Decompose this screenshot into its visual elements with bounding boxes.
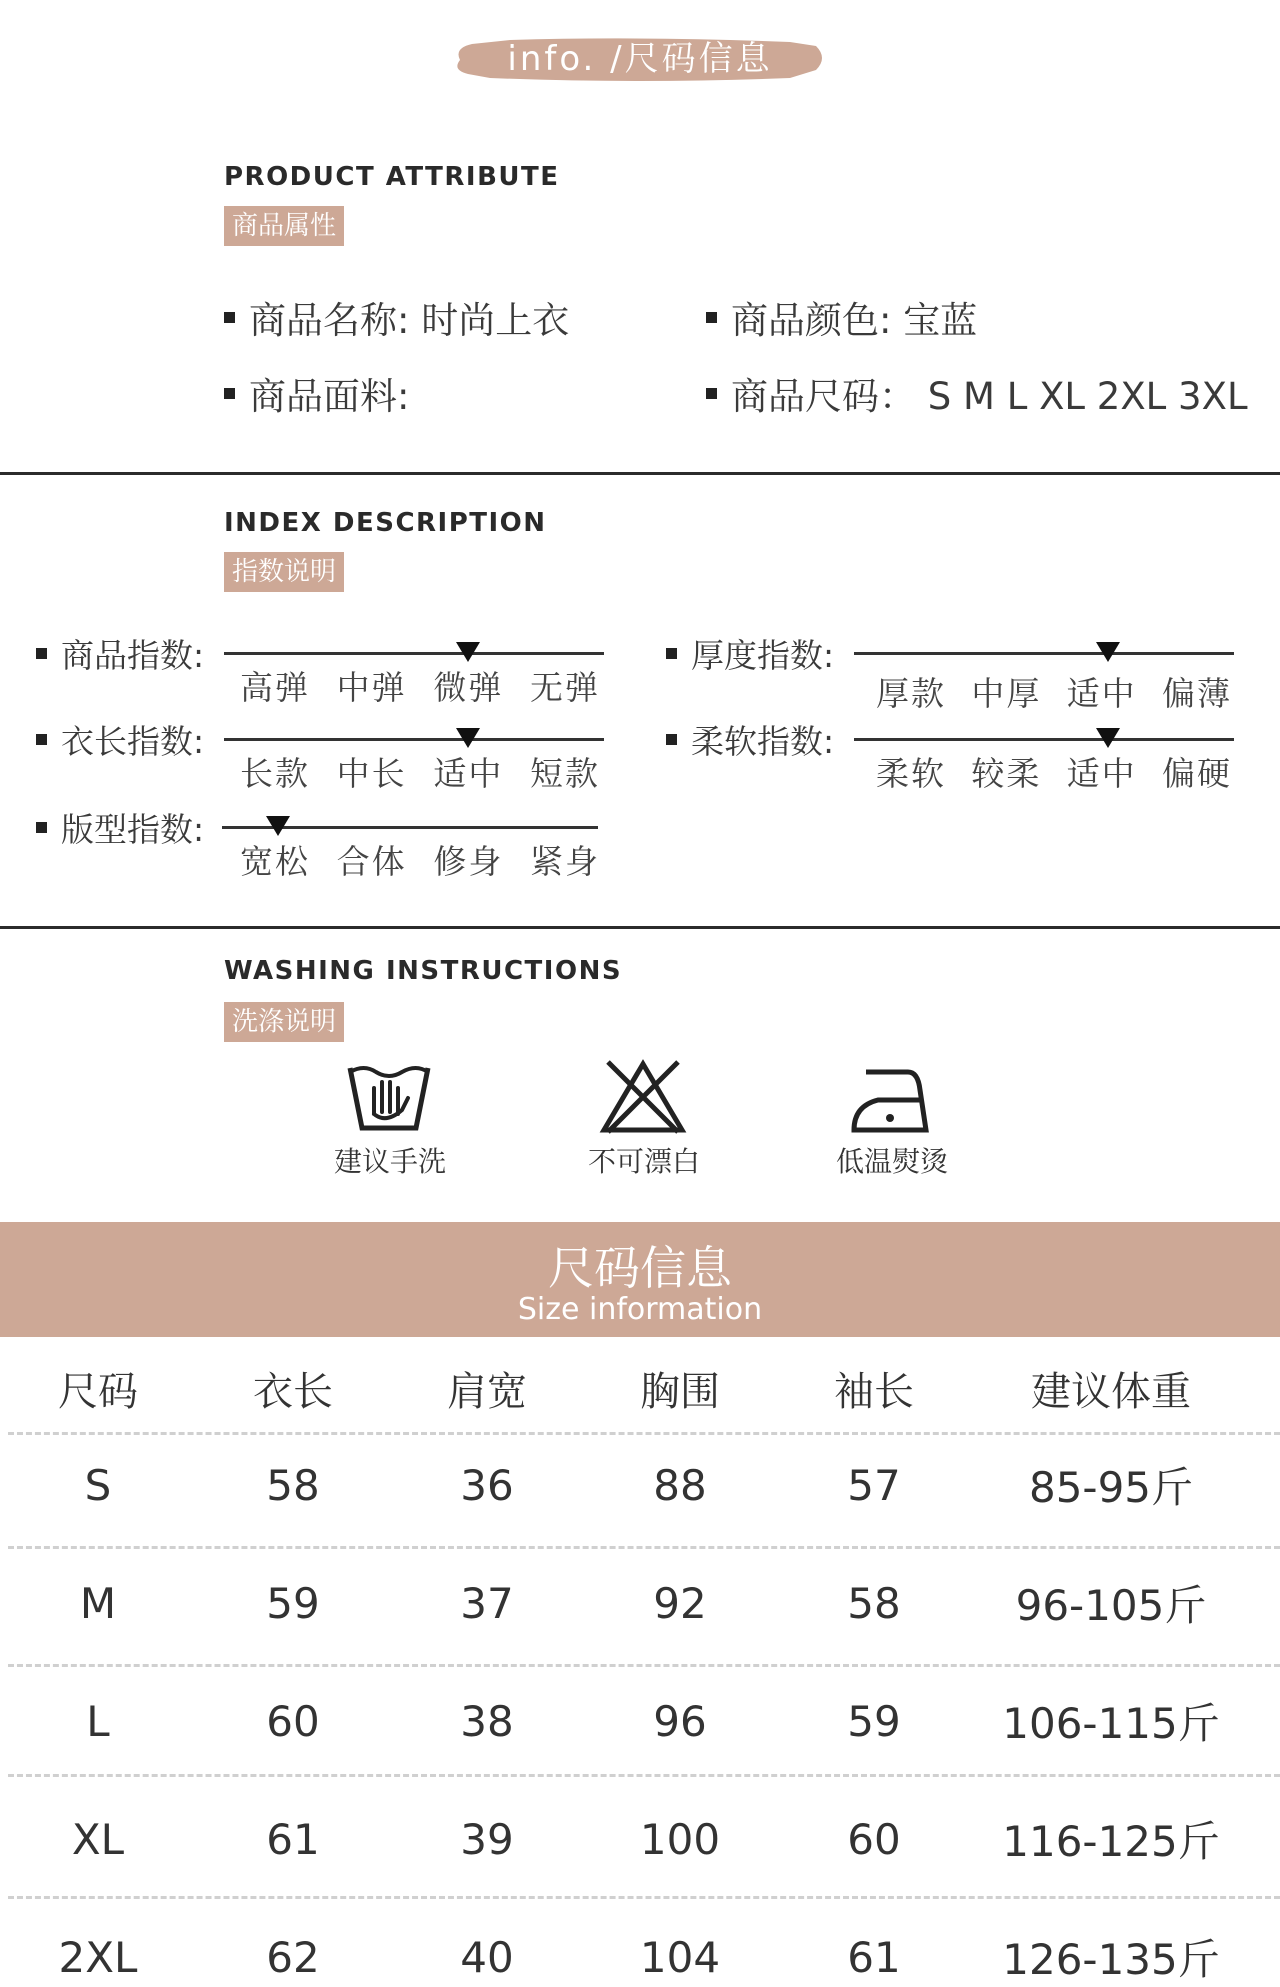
attr-text: 商品名称: 时尚上衣 bbox=[249, 299, 570, 342]
shoulder-cell: 36 bbox=[460, 1460, 514, 1510]
sleeve-cell: 58 bbox=[847, 1578, 901, 1628]
scale-label-text: 厚度指数: bbox=[691, 636, 835, 675]
scale-option: 微弹 bbox=[433, 668, 504, 707]
scale-label-thickness bbox=[666, 630, 834, 677]
shoulder-cell: 37 bbox=[460, 1578, 514, 1628]
bullet-icon bbox=[224, 312, 235, 323]
shoulder-cell: 39 bbox=[460, 1814, 514, 1864]
bullet-icon bbox=[224, 388, 235, 399]
section-divider bbox=[0, 926, 1280, 929]
size-cell: XL bbox=[71, 1814, 125, 1864]
attr-text: 商品颜色: 宝蓝 bbox=[731, 299, 978, 342]
bullet-icon bbox=[36, 648, 47, 659]
weight-cell: 106-115斤 bbox=[1002, 1699, 1220, 1748]
scale-option: 中长 bbox=[336, 754, 407, 793]
no-bleach-icon bbox=[598, 1056, 688, 1136]
scale-option: 柔软 bbox=[876, 754, 946, 793]
index-description-title-cn: 指数说明 bbox=[224, 552, 344, 592]
scale-options-length bbox=[240, 748, 600, 795]
scale-option: 偏薄 bbox=[1161, 674, 1232, 713]
product-attribute-title-cn: 商品属性 bbox=[224, 206, 344, 246]
low-iron-icon bbox=[846, 1060, 936, 1140]
scale-label-elasticity bbox=[36, 630, 204, 677]
scale-option: 修身 bbox=[433, 842, 504, 881]
table-row bbox=[0, 1576, 1280, 1630]
header-cell: 袖长 bbox=[834, 1368, 914, 1415]
scale-option: 宽松 bbox=[240, 842, 310, 881]
scale-line bbox=[854, 738, 1234, 741]
header-cell: 衣长 bbox=[253, 1368, 333, 1415]
scale-option: 长款 bbox=[240, 754, 310, 793]
row-divider bbox=[8, 1664, 1280, 1667]
weight-cell: 96-105斤 bbox=[1015, 1581, 1207, 1630]
scale-option: 紧身 bbox=[529, 842, 600, 881]
scale-label-fit bbox=[36, 804, 204, 851]
header-cell: 尺码 bbox=[58, 1368, 138, 1415]
bullet-icon bbox=[706, 312, 717, 323]
chest-cell: 88 bbox=[653, 1460, 707, 1510]
bullet-icon bbox=[666, 734, 677, 745]
table-row bbox=[0, 1458, 1280, 1512]
scale-option: 无弹 bbox=[529, 668, 600, 707]
scale-line bbox=[224, 738, 604, 741]
size-table-header bbox=[0, 1362, 1280, 1414]
scale-label-text: 版型指数: bbox=[61, 810, 205, 849]
product-attribute-title-en: PRODUCT ATTRIBUTE bbox=[224, 162, 560, 192]
scale-marker-icon bbox=[1096, 642, 1120, 662]
bullet-icon bbox=[36, 822, 47, 833]
wash-label: 不可漂白 bbox=[587, 1145, 700, 1178]
scale-option: 较柔 bbox=[971, 754, 1042, 793]
table-row bbox=[0, 1694, 1280, 1748]
sleeve-cell: 59 bbox=[847, 1696, 901, 1746]
row-divider bbox=[8, 1546, 1280, 1549]
row-divider bbox=[8, 1896, 1280, 1899]
scale-label-text: 商品指数: bbox=[61, 636, 205, 675]
attr-text: 商品面料: bbox=[249, 375, 410, 418]
length-cell: 60 bbox=[266, 1696, 320, 1746]
wash-label: 建议手洗 bbox=[333, 1145, 446, 1178]
sleeve-cell: 61 bbox=[847, 1932, 901, 1982]
scale-marker-icon bbox=[266, 816, 290, 836]
bullet-icon bbox=[706, 388, 717, 399]
sleeve-cell: 60 bbox=[847, 1814, 901, 1864]
header-cell: 胸围 bbox=[640, 1368, 720, 1415]
sleeve-cell: 57 bbox=[847, 1460, 901, 1510]
attr-item-name bbox=[224, 290, 569, 344]
scale-option: 适中 bbox=[433, 754, 504, 793]
attr-text: 商品尺码： S M L XL 2XL 3XL bbox=[731, 375, 1248, 418]
size-cell: 2XL bbox=[58, 1932, 138, 1982]
shoulder-cell: 40 bbox=[460, 1932, 514, 1982]
size-cell: M bbox=[79, 1578, 117, 1628]
scale-options-elasticity bbox=[240, 662, 600, 709]
attr-item-fabric bbox=[224, 366, 409, 420]
wash-label: 低温熨烫 bbox=[835, 1145, 948, 1178]
scale-label-softness bbox=[666, 716, 834, 763]
size-info-title: 尺码信息 bbox=[548, 1241, 732, 1295]
shoulder-cell: 38 bbox=[460, 1696, 514, 1746]
scale-option: 厚款 bbox=[876, 674, 946, 713]
washing-title-en: WASHING INSTRUCTIONS bbox=[224, 956, 623, 986]
scale-option: 中厚 bbox=[971, 674, 1042, 713]
weight-cell: 116-125斤 bbox=[1002, 1817, 1220, 1866]
header-cell: 建议体重 bbox=[1031, 1368, 1191, 1415]
table-row bbox=[0, 1930, 1280, 1984]
hand-wash-icon bbox=[344, 1058, 434, 1138]
scale-option: 高弹 bbox=[240, 668, 310, 707]
attr-item-size bbox=[706, 366, 1248, 420]
index-description-title-en: INDEX DESCRIPTION bbox=[224, 508, 547, 538]
scale-option: 适中 bbox=[1066, 754, 1137, 793]
size-cell: S bbox=[84, 1460, 112, 1510]
length-cell: 61 bbox=[266, 1814, 320, 1864]
scale-marker-icon bbox=[1096, 728, 1120, 748]
washing-title-cn: 洗涤说明 bbox=[224, 1002, 344, 1042]
table-row bbox=[0, 1812, 1280, 1866]
scale-option: 短款 bbox=[529, 754, 600, 793]
scale-option: 偏硬 bbox=[1161, 754, 1232, 793]
chest-cell: 100 bbox=[639, 1814, 721, 1864]
chest-cell: 96 bbox=[653, 1696, 707, 1746]
bullet-icon bbox=[666, 648, 677, 659]
banner-title: info. /尺码信息 bbox=[507, 39, 773, 79]
header-cell: 肩宽 bbox=[447, 1368, 527, 1415]
section-divider bbox=[0, 472, 1280, 475]
row-divider bbox=[8, 1774, 1280, 1777]
scale-option: 合体 bbox=[336, 842, 407, 881]
scale-label-length bbox=[36, 716, 204, 763]
scale-marker-icon bbox=[456, 728, 480, 748]
scale-option: 中弹 bbox=[336, 668, 407, 707]
chest-cell: 104 bbox=[639, 1932, 721, 1982]
scale-options-thickness bbox=[876, 668, 1232, 715]
length-cell: 62 bbox=[266, 1932, 320, 1982]
attr-item-color bbox=[706, 290, 977, 344]
scale-marker-icon bbox=[456, 642, 480, 662]
size-info-subtitle: Size information bbox=[517, 1292, 763, 1327]
scale-options-fit bbox=[240, 836, 600, 883]
length-cell: 58 bbox=[266, 1460, 320, 1510]
scale-label-text: 柔软指数: bbox=[691, 722, 835, 761]
weight-cell: 126-135斤 bbox=[1002, 1935, 1220, 1984]
scale-options-softness bbox=[876, 748, 1232, 795]
weight-cell: 85-95斤 bbox=[1028, 1463, 1194, 1512]
scale-label-text: 衣长指数: bbox=[61, 722, 205, 761]
row-divider bbox=[8, 1432, 1280, 1435]
scale-line bbox=[224, 652, 604, 655]
length-cell: 59 bbox=[266, 1578, 320, 1628]
scale-line bbox=[854, 652, 1234, 655]
bullet-icon bbox=[36, 734, 47, 745]
size-cell: L bbox=[86, 1696, 110, 1746]
chest-cell: 92 bbox=[653, 1578, 707, 1628]
scale-option: 适中 bbox=[1066, 674, 1137, 713]
